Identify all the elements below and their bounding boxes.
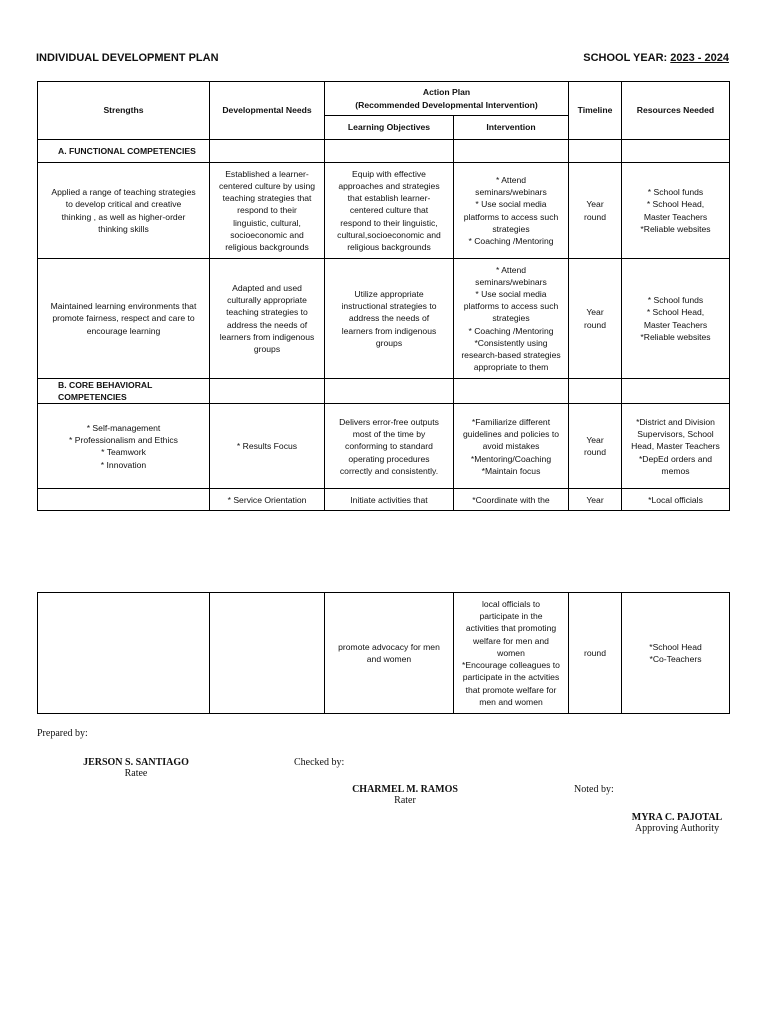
resources-cell — [622, 593, 730, 714]
empty-cell — [622, 379, 730, 404]
cell-line: * School funds — [647, 187, 704, 198]
cell-line: Applied a range of teaching strategies — [51, 187, 196, 198]
cell-line: * Use social media — [475, 199, 547, 210]
header-intervention: Intervention — [454, 116, 569, 140]
cell-line: Established a learner- — [225, 168, 309, 179]
cell-line: participate in the actvities — [462, 672, 560, 683]
header-action-plan-title: Action Plan — [422, 87, 471, 98]
cell-line: Master Teachers — [643, 319, 708, 330]
cell-line: *School Head — [649, 641, 702, 652]
timeline-cell — [569, 163, 622, 259]
cell-line: Maintained learning environments that — [50, 301, 197, 312]
objectives-cell — [325, 404, 454, 489]
cell-line: thinking , as well as higher-order — [61, 211, 186, 222]
resources-cell — [622, 489, 730, 511]
cell-line: *Local officials — [648, 494, 703, 505]
cell-line: correctly and consistently. — [339, 465, 439, 476]
cell-line: women — [497, 647, 525, 658]
cell-line: promote advocacy for men — [338, 641, 440, 652]
cell-line: operating procedures — [348, 453, 430, 464]
ratee-role: Ratee — [124, 768, 148, 779]
cell-line: *Reliable websites — [640, 223, 711, 234]
cell-line: activities that promoting — [465, 623, 557, 634]
objectives-cell — [325, 259, 454, 379]
timeline-cell — [569, 404, 622, 489]
cell-line: *Encourage colleagues to — [462, 660, 560, 671]
cell-line: address the needs of — [348, 313, 430, 324]
cell-line: * Attend — [495, 264, 527, 275]
cell-line: promote fairness, respect and care to — [52, 313, 195, 324]
cell-line: local officials to — [481, 599, 541, 610]
empty-cell — [454, 140, 569, 163]
header-learning-objectives: Learning Objectives — [325, 116, 454, 140]
cell-line: appropriate to them — [473, 362, 549, 373]
cell-line: that promote welfare for — [465, 684, 557, 695]
cell-line: * Professionalism and Ethics — [69, 435, 178, 446]
empty-cell — [325, 379, 454, 404]
cell-line: respond to their linguistic, — [340, 217, 438, 228]
strengths-cell — [38, 163, 210, 259]
cell-line: address the needs of — [226, 319, 308, 330]
cell-line: teaching strategies that — [222, 193, 312, 204]
empty-cell — [210, 379, 325, 404]
school-year — [583, 52, 729, 64]
cell-line: thinking skills — [98, 223, 149, 234]
cell-line: round — [584, 211, 606, 222]
cell-line: round — [584, 319, 606, 330]
cell-line: conforming to standard — [345, 441, 433, 452]
resources-cell — [622, 259, 730, 379]
cell-line: Year — [586, 307, 604, 318]
cell-line: Master Teachers — [643, 211, 708, 222]
cell-line: * Self-management — [86, 423, 161, 433]
ratee-name: JERSON S. SANTIAGO — [83, 757, 189, 768]
empty-cell — [325, 140, 454, 163]
cell-line: participate in the — [479, 611, 543, 622]
cell-line: * School Head, — [646, 199, 705, 210]
cell-line: Utilize appropriate — [354, 288, 424, 299]
needs-cell — [210, 489, 325, 511]
table-row — [38, 404, 730, 489]
empty-cell — [210, 140, 325, 163]
cell-line: * Service Orientation — [227, 494, 307, 505]
cell-line: Initiate activities that — [350, 494, 428, 505]
needs-cell — [210, 593, 325, 714]
timeline-cell — [569, 593, 622, 714]
cell-line: approaches and strategies — [338, 180, 440, 191]
cell-line: religious backgrounds — [225, 242, 309, 252]
document-title: INDIVIDUAL DEVELOPMENT PLAN — [36, 52, 219, 64]
cell-line: seminars/webinars — [475, 276, 547, 287]
cell-line: platforms to access such — [463, 301, 559, 312]
cell-line: *Reliable websites — [640, 331, 711, 342]
cell-line: round — [584, 647, 606, 658]
cell-line: Delivers error-free outputs — [339, 416, 439, 427]
cell-line: teaching strategies to — [226, 307, 308, 318]
cell-line: to develop critical and creative — [65, 199, 182, 210]
cell-line: respond to their — [237, 205, 297, 216]
cell-line: * Attend — [495, 174, 527, 185]
rater-name: CHARMEL M. RAMOS — [352, 784, 458, 795]
prepared-by-label: Prepared by: — [37, 728, 88, 739]
cell-line: instructional strategies to — [341, 301, 437, 312]
cell-line: *Co-Teachers — [649, 654, 702, 664]
cell-line: *Coordinate with the — [472, 494, 550, 505]
empty-cell — [622, 140, 730, 163]
resources-cell — [622, 404, 730, 489]
strengths-cell — [38, 489, 210, 511]
cell-line: *Maintain focus — [481, 465, 541, 476]
table-row — [38, 163, 730, 259]
school-year-label: SCHOOL YEAR: — [583, 52, 668, 64]
cell-line: culturally appropriate — [227, 295, 307, 306]
section-core-behavioral-competencies: B. CORE BEHAVIORAL COMPETENCIES — [38, 379, 210, 404]
cell-line: centered culture by using — [218, 180, 316, 191]
table-row — [38, 489, 730, 511]
intervention-cell — [454, 259, 569, 379]
header-action-plan — [325, 82, 569, 116]
empty-cell — [569, 379, 622, 404]
section-functional-competencies: A. FUNCTIONAL COMPETENCIES — [38, 140, 210, 163]
cell-line: *Mentoring/Coaching — [470, 453, 552, 464]
cell-line: centered culture that — [349, 205, 429, 216]
cell-line: seminars/webinars — [475, 187, 547, 198]
cell-line: groups — [253, 343, 281, 354]
objectives-cell — [325, 489, 454, 511]
cell-line: and women — [366, 654, 412, 664]
strengths-cell — [38, 593, 210, 714]
table-row — [38, 593, 730, 714]
header-timeline: Timeline — [569, 82, 622, 140]
needs-cell — [210, 163, 325, 259]
cell-line: Head, Master Teachers — [631, 441, 720, 452]
approver-name: MYRA C. PAJOTAL — [631, 812, 723, 823]
cell-line: avoid mistakes — [482, 441, 540, 452]
checked-by-label: Checked by: — [294, 757, 345, 768]
header-strengths: Strengths — [38, 82, 210, 140]
cell-line: men and women — [479, 696, 543, 707]
intervention-cell — [454, 593, 569, 714]
needs-cell — [210, 259, 325, 379]
cell-line: * School Head, — [646, 307, 705, 318]
strengths-cell — [38, 259, 210, 379]
cell-line: * Innovation — [100, 459, 147, 470]
cell-line: Year — [586, 435, 604, 446]
ratee-signature — [76, 757, 196, 779]
needs-cell — [210, 404, 325, 489]
cell-line: round — [584, 447, 606, 458]
cell-line: Supervisors, School — [637, 429, 714, 440]
cell-line: learners from indigenous — [219, 331, 315, 342]
cell-line: Year — [586, 199, 604, 210]
timeline-cell — [569, 489, 622, 511]
cell-line: guidelines and policies to — [462, 429, 560, 440]
cell-line: memos — [661, 465, 690, 476]
cell-line: * Use social media — [475, 288, 547, 299]
cell-line: * Coaching /Mentoring — [468, 325, 554, 336]
resources-cell — [622, 163, 730, 259]
header-action-plan-subtitle: (Recommended Developmental Intervention) — [355, 99, 538, 110]
idp-table — [37, 81, 730, 511]
cell-line: cultural,socioeconomic and — [337, 229, 441, 240]
timeline-cell — [569, 259, 622, 379]
objectives-cell — [325, 163, 454, 259]
cell-line: encourage learning — [86, 325, 161, 336]
objectives-cell — [325, 593, 454, 714]
approver-role: Approving Authority — [634, 823, 720, 834]
strengths-cell — [38, 404, 210, 489]
idp-table-continued — [37, 592, 730, 714]
cell-line: strategies — [492, 223, 530, 234]
cell-line: learners from indigenous — [341, 325, 437, 336]
intervention-cell — [454, 163, 569, 259]
noted-by-label: Noted by: — [574, 784, 614, 795]
approver-signature — [612, 812, 742, 834]
rater-signature — [345, 784, 465, 806]
cell-line: most of the time by — [352, 429, 426, 440]
cell-line: *Consistently using — [474, 337, 548, 348]
cell-line: welfare for men and — [473, 635, 549, 646]
cell-line: * Teamwork — [101, 447, 146, 458]
cell-line: linguistic, cultural, — [233, 217, 301, 228]
empty-cell — [569, 140, 622, 163]
cell-line: Year — [586, 494, 604, 505]
cell-line: socioeconomic and — [230, 229, 304, 240]
intervention-cell — [454, 404, 569, 489]
cell-line: strategies — [492, 313, 530, 324]
rater-role: Rater — [394, 795, 416, 806]
header-resources-needed: Resources Needed — [622, 82, 730, 140]
cell-line: *Familiarize different — [471, 416, 551, 427]
cell-line: * Results Focus — [236, 441, 298, 452]
cell-line: Adapted and used — [232, 282, 302, 293]
cell-line: groups — [375, 337, 403, 348]
cell-line: Equip with effective — [352, 168, 426, 179]
empty-cell — [454, 379, 569, 404]
intervention-cell — [454, 489, 569, 511]
header-developmental-needs: Developmental Needs — [210, 82, 325, 140]
cell-line: *District and Division — [636, 416, 715, 427]
cell-line: * Coaching /Mentoring — [468, 235, 554, 246]
table-row — [38, 259, 730, 379]
cell-line: research-based strategies — [461, 350, 561, 360]
cell-line: that establish learner- — [347, 193, 431, 204]
school-year-value: 2023 - 2024 — [670, 52, 729, 64]
cell-line: *DepEd orders and — [638, 453, 713, 464]
cell-line: * School funds — [647, 295, 704, 306]
cell-line: religious backgrounds — [347, 242, 431, 252]
cell-line: platforms to access such — [463, 211, 559, 222]
